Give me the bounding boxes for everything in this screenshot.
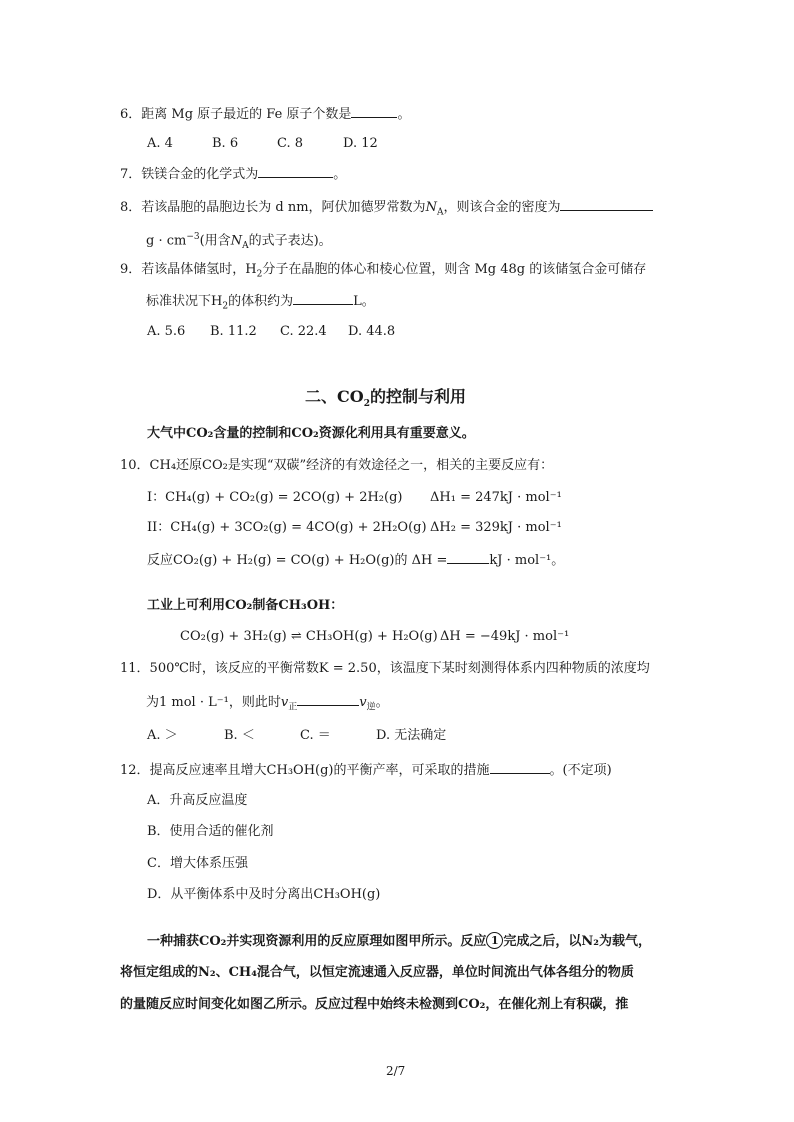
- q12-option-d[interactable]: D．从平衡体系中及时分离出CH₃OH(g): [147, 887, 381, 902]
- q10-stem: 10．CH₄还原CO₂是实现“双碳”经济的有效途径之一，相关的主要反应有：: [120, 458, 554, 473]
- q6-option-c[interactable]: C. 8: [277, 136, 304, 151]
- q9-stem-line2: 标准状况下$H_2$的体积约为 L。: [146, 294, 375, 312]
- paragraph-line-3: 的量随反应时间变化如图乙所示。反应过程中始终未检测到CO₂，在催化剂上有积碳，推: [120, 997, 629, 1012]
- q6-options: [147, 135, 378, 153]
- q10-answer-blank[interactable]: [447, 551, 489, 564]
- q11-option-d[interactable]: D. 无法确定: [376, 728, 447, 743]
- q9-stem-line1: 9．若该晶体储氢时，$H_2$分子在晶胞的体心和棱心位置，则含 Mg 48g 的该储氢合金可储存: [120, 262, 647, 280]
- q12-option-c[interactable]: C．增大体系压强: [147, 856, 248, 871]
- q6-option-d[interactable]: D. 12: [343, 136, 378, 151]
- q11-stem-line2: 为1 mol · L⁻¹，则此时$v_正$ $v_逆$。: [146, 695, 389, 713]
- q11-option-a[interactable]: A. ＞: [147, 728, 178, 743]
- q12-stem: 12．提高反应速率且增大CH₃OH(g)的平衡产率，可采取的措施 。(不定项): [120, 763, 612, 778]
- q10-reaction-2: II：CH₄(g) + 3CO₂(g) = 4CO(g) + 2H₂O(g): [147, 520, 427, 535]
- industry-lead: 工业上可利用CO₂制备CH₃OH：: [147, 598, 344, 613]
- q9-answer-blank[interactable]: [293, 292, 353, 305]
- q10-reaction-2-dh: ΔH₂ = 329kJ · mol⁻¹: [430, 520, 562, 535]
- paragraph-line-1: 一种捕获CO₂并实现资源利用的反应原理如图甲所示。反应 1 完成之后，以N₂为载气，: [147, 934, 651, 949]
- q11-stem-line1: 11．500℃时，该反应的平衡常数K = 2.50，该温度下某时刻测得体系内四种物质的浓度均: [120, 661, 650, 676]
- q9-option-b[interactable]: B. 11.2: [210, 324, 257, 339]
- page-number: 2/7: [386, 1064, 406, 1078]
- section-2-intro: 大气中CO₂含量的控制和CO₂资源化利用具有重要意义。: [147, 426, 475, 441]
- q6-option-a[interactable]: A. 4: [147, 136, 173, 151]
- q6-text: 6．距离 Mg 原子最近的 Fe 原子个数是: [120, 107, 352, 122]
- q7-stem: 7．铁镁合金的化学式为 。: [120, 167, 347, 182]
- q11-options: [147, 727, 446, 745]
- q11-option-b[interactable]: B. ＜: [224, 728, 255, 743]
- q9-option-c[interactable]: C. 22.4: [280, 324, 327, 339]
- q11-option-c[interactable]: C. ＝: [300, 728, 331, 743]
- q9-option-d[interactable]: D. 44.8: [348, 324, 396, 339]
- q9-option-a[interactable]: A. 5.6: [147, 324, 186, 339]
- q11-answer-blank[interactable]: [297, 693, 359, 706]
- q8-stem-line1: 8．若该晶胞的晶胞边长为 d nm，阿伏加德罗常数为$N_A$，则该合金的密度为: [120, 198, 653, 222]
- circled-number-1: 1: [486, 932, 503, 949]
- section-2-title: 二、$CO_2$的控制与利用: [305, 387, 466, 410]
- q6-option-b[interactable]: B. 6: [212, 136, 239, 151]
- q6-answer-blank[interactable]: [351, 105, 397, 118]
- q10-reaction-1-dh: ΔH₁ = 247kJ · mol⁻¹: [430, 490, 562, 505]
- q7-text: 7．铁镁合金的化学式为: [120, 167, 259, 182]
- industry-equation-dh: ΔH = −49kJ · mol⁻¹: [440, 629, 570, 644]
- industry-equation: CO₂(g) + 3H₂(g) ⇌ CH₃OH(g) + H₂O(g): [180, 629, 438, 644]
- q7-answer-blank[interactable]: [258, 165, 333, 178]
- q9-options: [147, 323, 395, 341]
- q12-option-b[interactable]: B．使用合适的催化剂: [147, 824, 274, 839]
- q12-answer-blank[interactable]: [490, 761, 550, 774]
- q10-question: 反应CO₂(g) + H₂(g) = CO(g) + H₂O(g)的 ΔH = kJ · mol⁻¹。: [147, 553, 565, 568]
- paragraph-line-2: 将恒定组成的N₂、CH₄混合气，以恒定流速通入反应器，单位时间流出气体各组分的物质: [120, 965, 634, 980]
- q12-option-a[interactable]: A．升高反应温度: [147, 793, 248, 808]
- q6-stem: 6．距离 Mg 原子最近的 Fe 原子个数是 。: [120, 107, 411, 122]
- q8-answer-blank[interactable]: [560, 198, 653, 211]
- q8-stem-line2: $g \cdot cm^{-3}$(用含$N_A$的式子表达)。: [146, 232, 332, 251]
- q10-reaction-1: I：CH₄(g) + CO₂(g) = 2CO(g) + 2H₂(g): [147, 490, 403, 505]
